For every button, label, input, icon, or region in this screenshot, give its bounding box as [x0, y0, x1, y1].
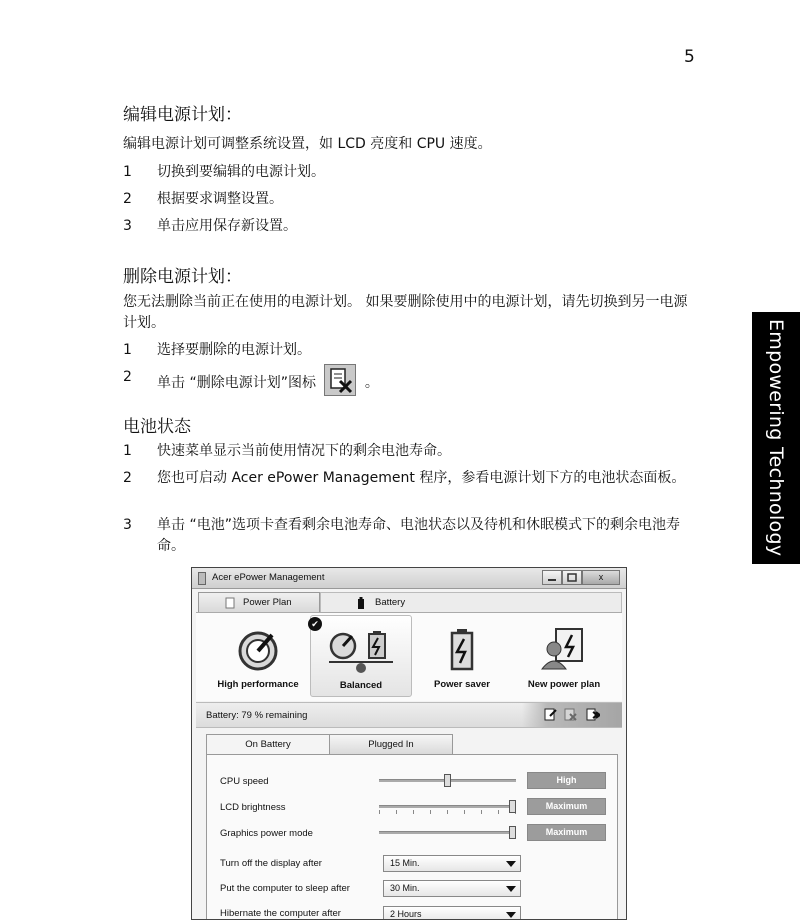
- plan-label: New power plan: [527, 679, 601, 690]
- delete-plan-icon[interactable]: [564, 708, 577, 721]
- graphics-power-slider[interactable]: [379, 826, 516, 838]
- list-text: 您也可启动 Acer ePower Management 程序，参看电源计划下方的电池状态面板。: [157, 470, 686, 486]
- list-number: 2: [123, 369, 132, 385]
- tab-on-battery[interactable]: On Battery: [206, 734, 330, 754]
- list-number: 1: [123, 164, 132, 180]
- list-text: 选择要删除的电源计划。: [157, 342, 311, 358]
- app-icon: [198, 572, 206, 585]
- delete-plan-icon: [324, 364, 356, 396]
- slider-thumb[interactable]: [444, 774, 451, 787]
- power-plans: [196, 612, 622, 701]
- epower-window: [191, 567, 627, 920]
- plan-high-performance[interactable]: [208, 615, 308, 695]
- setting-label: Turn off the display after: [220, 858, 322, 869]
- chevron-down-icon: [506, 861, 516, 867]
- select-value: 2 Hours: [390, 909, 422, 919]
- minimize-button[interactable]: [542, 570, 562, 585]
- list-number: 3: [123, 517, 132, 533]
- section-heading-delete: 删除电源计划：: [123, 267, 242, 287]
- list-number: 3: [123, 218, 132, 234]
- setting-label: CPU speed: [220, 776, 269, 787]
- main-tabs: [196, 592, 622, 612]
- list-text: 切换到要编辑的电源计划。: [157, 164, 325, 180]
- list-text: 单击 “删除电源计划”图标: [157, 375, 316, 391]
- list-text: 根据要求调整设置。: [157, 191, 283, 207]
- title-bar: [192, 568, 626, 589]
- sleep-select[interactable]: [383, 880, 521, 897]
- plan-new-power-plan[interactable]: [514, 615, 614, 695]
- setting-label: LCD brightness: [220, 802, 286, 813]
- list-text-end: 。: [364, 375, 379, 391]
- list-number: 2: [123, 470, 132, 486]
- plan-balanced[interactable]: [310, 615, 412, 697]
- cpu-speed-slider[interactable]: [379, 774, 516, 786]
- list-number: 2: [123, 191, 132, 207]
- close-button[interactable]: x: [582, 570, 620, 585]
- plan-label: Power saver: [434, 679, 490, 690]
- lcd-brightness-value: Maximum: [527, 798, 606, 815]
- edit-intro: 编辑电源计划可调整系统设置，如 LCD 亮度和 CPU 速度。: [123, 136, 492, 152]
- tab-label: Power Plan: [243, 597, 292, 608]
- maximize-button[interactable]: [562, 570, 582, 585]
- chevron-down-icon: [506, 886, 516, 892]
- plug-icon: [225, 597, 235, 609]
- list-text: 单击 “电池”选项卡查看剩余电池寿命、电池状态以及待机和休眠模式下的剩余电池寿命。: [157, 517, 680, 554]
- apply-plan-icon[interactable]: [586, 708, 599, 721]
- settings-panel: [206, 754, 618, 920]
- balance-icon: [325, 626, 397, 674]
- power-source-tabs: [206, 734, 616, 754]
- side-tab: Empowering Technology: [752, 312, 800, 564]
- edit-plan-icon[interactable]: [544, 708, 557, 721]
- section-heading-edit: 编辑电源计划：: [123, 105, 242, 125]
- section-heading-battery: 电池状态: [123, 417, 191, 437]
- select-value: 30 Min.: [390, 883, 420, 893]
- plan-label: High performance: [217, 679, 299, 690]
- lcd-brightness-slider[interactable]: [379, 800, 516, 812]
- window-title: Acer ePower Management: [212, 572, 325, 583]
- setting-label: Hibernate the computer after: [220, 908, 341, 919]
- plan-label: Balanced: [339, 680, 383, 691]
- page-number: 5: [684, 47, 695, 67]
- list-text: 快速菜单显示当前使用情况下的剩余电池寿命。: [157, 443, 451, 459]
- battery-icon: [438, 625, 486, 673]
- plan-power-saver[interactable]: [412, 615, 512, 695]
- slider-thumb[interactable]: [509, 800, 516, 813]
- tab-power-plan[interactable]: [198, 592, 320, 613]
- list-text: 单击应用保存新设置。: [157, 218, 297, 234]
- selected-check-icon: ✔: [308, 617, 322, 631]
- tab-plugged-in[interactable]: Plugged In: [329, 734, 453, 754]
- battery-status: Battery: 79 % remaining: [206, 710, 308, 721]
- setting-label: Put the computer to sleep after: [220, 883, 350, 894]
- window-controls: [542, 570, 620, 585]
- chevron-down-icon: [506, 912, 516, 918]
- battery-tab-icon: [357, 597, 365, 610]
- select-value: 15 Min.: [390, 858, 420, 868]
- tab-label: Battery: [375, 597, 406, 608]
- graphics-power-value: Maximum: [527, 824, 606, 841]
- slider-thumb[interactable]: [509, 826, 516, 839]
- cpu-speed-value: High: [527, 772, 606, 789]
- delete-intro: 您无法删除当前正在使用的电源计划。 如果要删除使用中的电源计划，请先切换到另一电源计划。: [123, 294, 688, 331]
- battery-status-bar: [196, 702, 622, 728]
- gauge-icon: [234, 625, 282, 673]
- list-number: 1: [123, 342, 132, 358]
- list-number: 1: [123, 443, 132, 459]
- tab-battery[interactable]: [320, 592, 622, 613]
- setting-label: Graphics power mode: [220, 828, 313, 839]
- new-plan-icon: [540, 625, 588, 673]
- display-off-select[interactable]: [383, 855, 521, 872]
